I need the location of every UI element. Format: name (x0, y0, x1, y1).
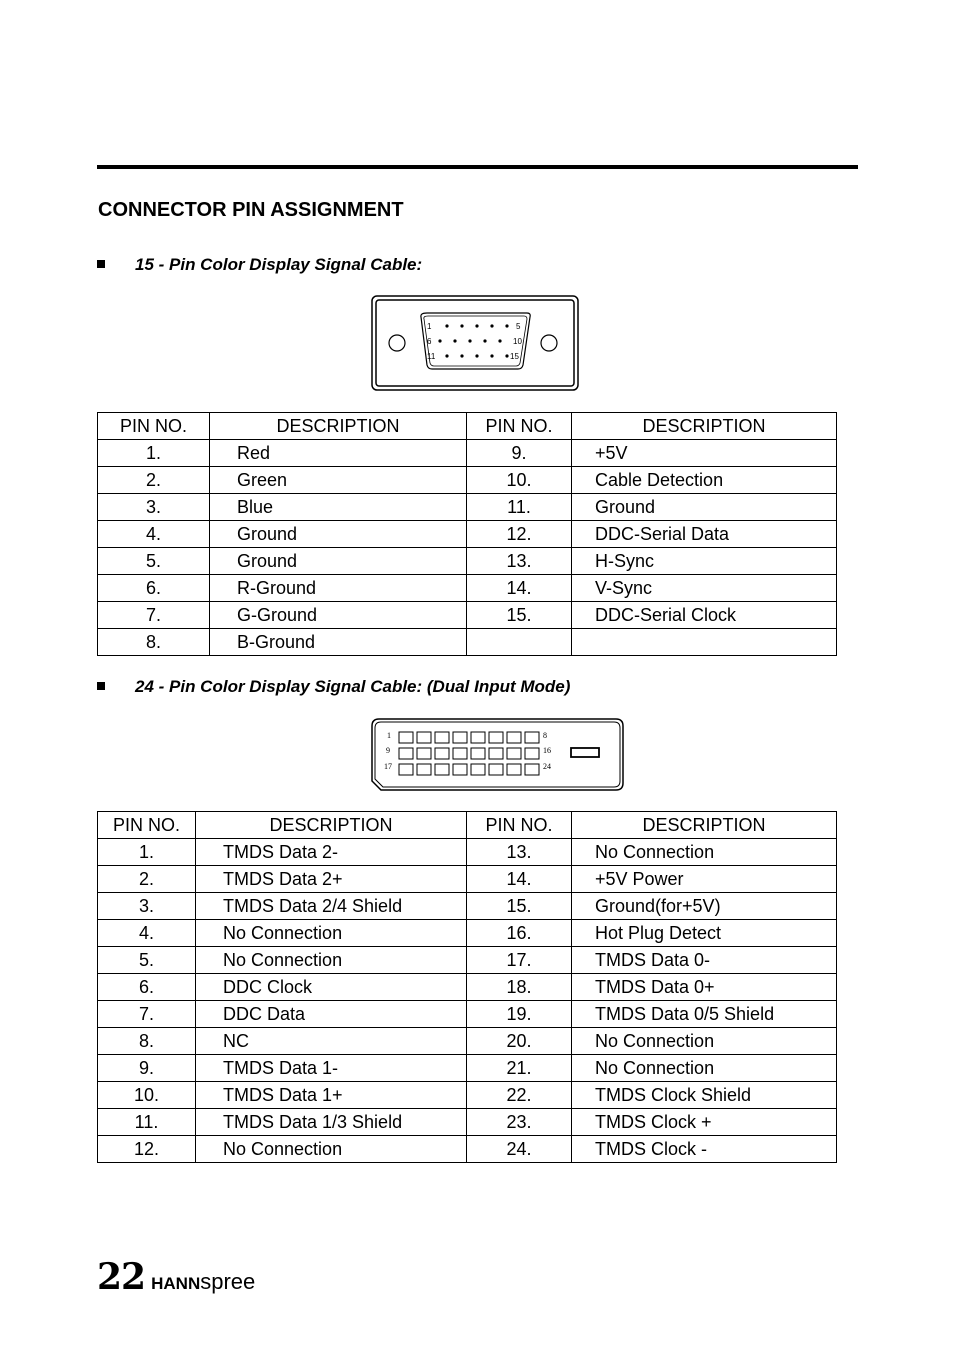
pin-number-cell: 11. (98, 1109, 196, 1136)
table-row (98, 839, 837, 866)
description-cell: TMDS Data 2+ (196, 866, 467, 893)
description-cell: B-Ground (210, 629, 467, 656)
table-header-row (98, 413, 837, 440)
header-pin-no: PIN NO. (98, 812, 196, 839)
dvi-pin-square (489, 732, 503, 743)
pin-number-cell: 7. (98, 1001, 196, 1028)
pin-number-cell: 2. (98, 866, 196, 893)
vga-pin-dot (490, 354, 493, 357)
brand-logo (151, 1269, 255, 1295)
vga-pin-label: 6 (427, 337, 432, 346)
vga-heading (97, 255, 422, 275)
header-description: DESCRIPTION (210, 413, 467, 440)
vga-pin-dot (438, 339, 441, 342)
description-cell: +5V Power (572, 866, 837, 893)
description-cell: V-Sync (572, 575, 837, 602)
dvi-pin-square (417, 732, 431, 743)
page-number: 22 (97, 1256, 146, 1298)
pin-number-cell: 3. (98, 494, 210, 521)
pin-number-cell: 16. (467, 920, 572, 947)
dvi-pin-square (399, 748, 413, 759)
dvi-pin-label: 17 (384, 762, 392, 771)
dvi-pin-square (471, 764, 485, 775)
pin-number-cell: 21. (467, 1055, 572, 1082)
dvi-pin-square (399, 732, 413, 743)
dvi-pin-square (507, 764, 521, 775)
pin-number-cell: 3. (98, 893, 196, 920)
vga-pin-dot (445, 324, 448, 327)
header-description: DESCRIPTION (196, 812, 467, 839)
pin-number-cell: 12. (467, 521, 572, 548)
description-cell: +5V (572, 440, 837, 467)
pin-number-cell: 23. (467, 1109, 572, 1136)
description-cell: TMDS Clock - (572, 1136, 837, 1163)
vga-pin-dot (505, 354, 508, 357)
pin-number-cell: 1. (98, 440, 210, 467)
pin-number-cell (467, 629, 572, 656)
dvi-pin-square (435, 748, 449, 759)
description-cell: Blue (210, 494, 467, 521)
table-row (98, 1136, 837, 1163)
vga-pin-dot (505, 324, 508, 327)
dvi-pin-square (489, 748, 503, 759)
vga-pin-label: 5 (516, 322, 521, 331)
description-cell: DDC-Serial Clock (572, 602, 837, 629)
vga-right-screw-icon (541, 335, 557, 351)
pin-number-cell: 19. (467, 1001, 572, 1028)
pin-number-cell: 24. (467, 1136, 572, 1163)
pin-number-cell: 10. (98, 1082, 196, 1109)
vga-pin-dot (445, 354, 448, 357)
pin-number-cell: 7. (98, 602, 210, 629)
vga-pin-label: 11 (427, 352, 436, 361)
table-row (98, 1028, 837, 1055)
table-header-row (98, 812, 837, 839)
dvi-pin-table (97, 811, 837, 1163)
pin-number-cell: 9. (467, 440, 572, 467)
pin-number-cell: 13. (467, 548, 572, 575)
dvi-pin-label: 24 (543, 762, 551, 771)
table-row (98, 1055, 837, 1082)
pin-number-cell: 15. (467, 893, 572, 920)
table-row (98, 893, 837, 920)
table-row (98, 629, 837, 656)
dvi-pin-square (507, 748, 521, 759)
pin-number-cell: 8. (98, 1028, 196, 1055)
description-cell: Ground (210, 548, 467, 575)
description-cell: TMDS Data 0/5 Shield (572, 1001, 837, 1028)
dvi-heading-text: 24 - Pin Color Display Signal Cable: (Dual Input Mode) (135, 677, 571, 696)
description-cell: DDC Clock (196, 974, 467, 1001)
vga-pin-dot (475, 354, 478, 357)
pin-number-cell: 18. (467, 974, 572, 1001)
table-row (98, 602, 837, 629)
description-cell: Green (210, 467, 467, 494)
description-cell: H-Sync (572, 548, 837, 575)
dvi-pin-square (399, 764, 413, 775)
dvi-pin-square (417, 764, 431, 775)
header-pin-no: PIN NO. (467, 413, 572, 440)
pin-number-cell: 10. (467, 467, 572, 494)
description-cell: No Connection (196, 920, 467, 947)
header-pin-no: PIN NO. (467, 812, 572, 839)
dvi-pin-square (525, 748, 539, 759)
dvi-pin-square (435, 764, 449, 775)
description-cell: Cable Detection (572, 467, 837, 494)
pin-number-cell: 9. (98, 1055, 196, 1082)
dvi-flat-blade-icon (571, 748, 599, 757)
pin-number-cell: 22. (467, 1082, 572, 1109)
dvi-pin-square (453, 732, 467, 743)
pin-number-cell: 4. (98, 920, 196, 947)
pin-number-cell: 11. (467, 494, 572, 521)
table-row (98, 467, 837, 494)
description-cell: TMDS Clock + (572, 1109, 837, 1136)
dvi-pin-label: 1 (387, 731, 391, 740)
description-cell: TMDS Data 0- (572, 947, 837, 974)
dvi-pin-square (507, 732, 521, 743)
table-row (98, 1109, 837, 1136)
vga-left-screw-icon (389, 335, 405, 351)
page-title: CONNECTOR PIN ASSIGNMENT (98, 199, 404, 221)
pin-number-cell: 15. (467, 602, 572, 629)
pin-number-cell: 8. (98, 629, 210, 656)
header-description: DESCRIPTION (572, 812, 837, 839)
vga-pin-label: 15 (510, 352, 519, 361)
description-cell (572, 629, 837, 656)
pin-number-cell: 6. (98, 974, 196, 1001)
description-cell: Hot Plug Detect (572, 920, 837, 947)
vga-pin-dot (460, 324, 463, 327)
vga-pin-dot (483, 339, 486, 342)
description-cell: No Connection (572, 1055, 837, 1082)
dvi-connector-diagram (371, 718, 624, 791)
table-row (98, 548, 837, 575)
brand-bold: HANN (151, 1274, 201, 1293)
pin-number-cell: 1. (98, 839, 196, 866)
pin-number-cell: 13. (467, 839, 572, 866)
table-row (98, 494, 837, 521)
description-cell: Ground (210, 521, 467, 548)
table-row (98, 1082, 837, 1109)
pin-number-cell: 4. (98, 521, 210, 548)
header-description: DESCRIPTION (572, 413, 837, 440)
pin-number-cell: 12. (98, 1136, 196, 1163)
pin-number-cell: 20. (467, 1028, 572, 1055)
table-row (98, 575, 837, 602)
table-row (98, 440, 837, 467)
vga-heading-text: 15 - Pin Color Display Signal Cable: (135, 255, 423, 274)
description-cell: TMDS Data 1- (196, 1055, 467, 1082)
table-row (98, 920, 837, 947)
dvi-pin-square (417, 748, 431, 759)
description-cell: No Connection (572, 1028, 837, 1055)
table-row (98, 1001, 837, 1028)
pin-number-cell: 14. (467, 866, 572, 893)
vga-pin-dot (498, 339, 501, 342)
dvi-pin-square (525, 764, 539, 775)
description-cell: No Connection (572, 839, 837, 866)
description-cell: DDC-Serial Data (572, 521, 837, 548)
dvi-pin-square (453, 748, 467, 759)
description-cell: DDC Data (196, 1001, 467, 1028)
vga-pin-dot (475, 324, 478, 327)
dvi-table-body (98, 839, 837, 1163)
description-cell: No Connection (196, 947, 467, 974)
description-cell: TMDS Data 2/4 Shield (196, 893, 467, 920)
vga-pin-table (97, 412, 837, 656)
top-rule (97, 165, 858, 169)
bullet-icon (97, 682, 105, 690)
dvi-heading (97, 677, 570, 697)
pin-number-cell: 2. (98, 467, 210, 494)
pin-number-cell: 5. (98, 947, 196, 974)
description-cell: TMDS Clock Shield (572, 1082, 837, 1109)
description-cell: Ground (572, 494, 837, 521)
dvi-pin-label: 16 (543, 746, 551, 755)
description-cell: TMDS Data 2- (196, 839, 467, 866)
description-cell: TMDS Data 0+ (572, 974, 837, 1001)
vga-connector-diagram (371, 295, 579, 391)
dvi-pin-square (489, 764, 503, 775)
vga-pin-dot (490, 324, 493, 327)
description-cell: G-Ground (210, 602, 467, 629)
dvi-pin-square (453, 764, 467, 775)
table-row (98, 521, 837, 548)
description-cell: NC (196, 1028, 467, 1055)
brand-light: spree (200, 1269, 256, 1294)
vga-table-body (98, 440, 837, 656)
description-cell: R-Ground (210, 575, 467, 602)
description-cell: TMDS Data 1/3 Shield (196, 1109, 467, 1136)
vga-pin-dot (460, 354, 463, 357)
dvi-pin-label: 9 (386, 746, 390, 755)
dvi-pin-square (471, 748, 485, 759)
dvi-pin-square (435, 732, 449, 743)
pin-number-cell: 14. (467, 575, 572, 602)
description-cell: No Connection (196, 1136, 467, 1163)
dvi-pin-label: 8 (543, 731, 547, 740)
dvi-pin-square (471, 732, 485, 743)
vga-pin-label: 10 (513, 337, 522, 346)
vga-pin-label: 1 (427, 322, 432, 331)
table-row (98, 866, 837, 893)
pin-number-cell: 17. (467, 947, 572, 974)
table-row (98, 974, 837, 1001)
description-cell: Ground(for+5V) (572, 893, 837, 920)
bullet-icon (97, 260, 105, 268)
description-cell: TMDS Data 1+ (196, 1082, 467, 1109)
table-row (98, 947, 837, 974)
dvi-pin-square (525, 732, 539, 743)
vga-pin-dot (453, 339, 456, 342)
header-pin-no: PIN NO. (98, 413, 210, 440)
page-footer (97, 1256, 255, 1298)
description-cell: Red (210, 440, 467, 467)
vga-pin-dot (468, 339, 471, 342)
pin-number-cell: 6. (98, 575, 210, 602)
pin-number-cell: 5. (98, 548, 210, 575)
